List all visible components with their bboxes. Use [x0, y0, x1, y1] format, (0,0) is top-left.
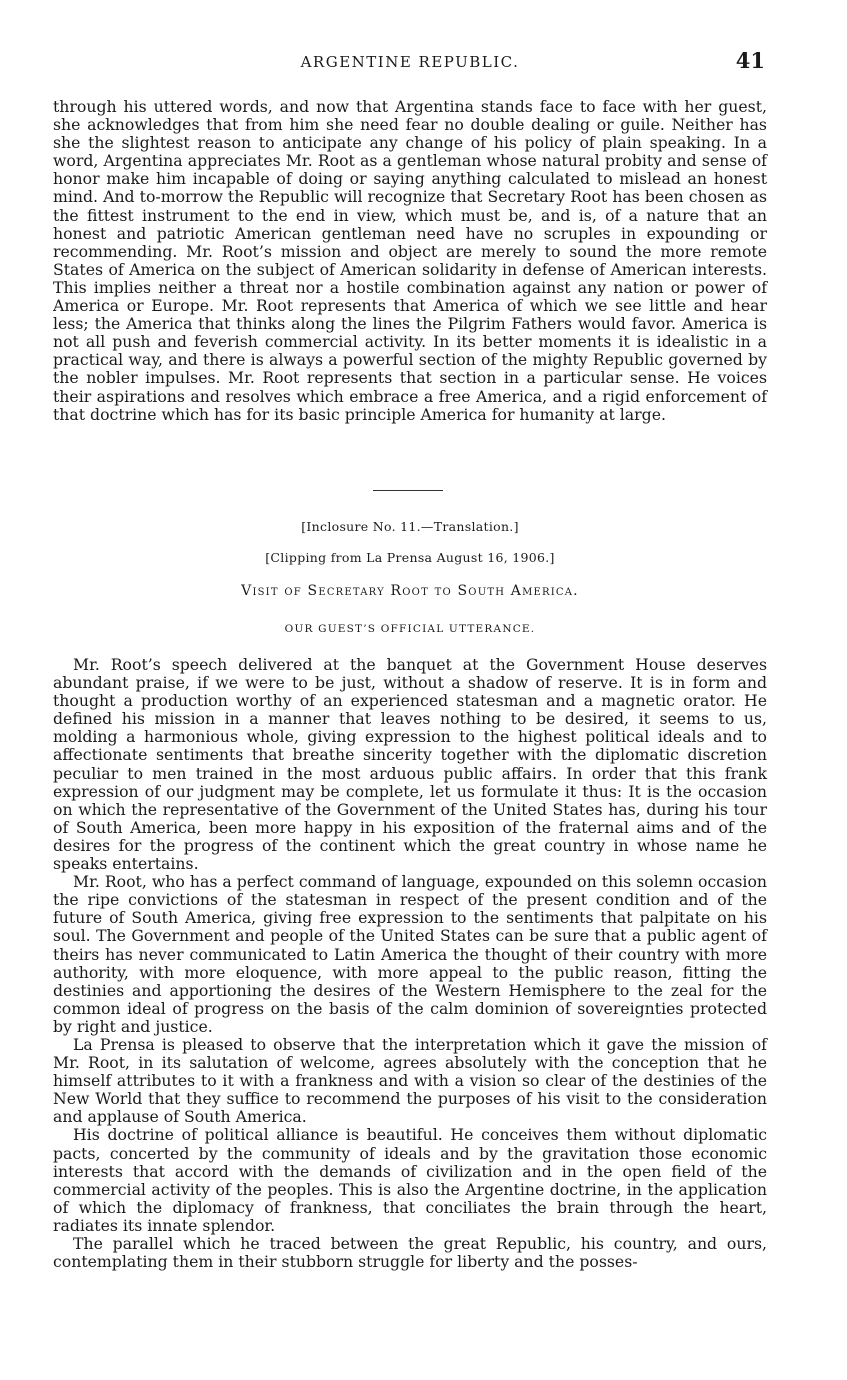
running-title: ARGENTINE REPUBLIC. [300, 53, 520, 71]
page-number: 41 [735, 48, 765, 73]
opening-text-block [53, 98, 767, 424]
clipping-source: [Clipping from La Prensa August 16, 1906.] [265, 550, 555, 565]
paragraph: The parallel which he traced between the great Republic, his country, and ours, contemplating them in their stubborn struggle for liberty and the posses- [53, 1234, 767, 1272]
paragraph: Mr. Root, who has a perfect command of language, expounded on this solemn occasion the ripe convictions of the statesman in respect of the present condition and of the future of South America, giving free expression to the sentiments that palpitate on his soul. The Government and people of the United States can be sure that a public agent of theirs has never communicated to Latin America the thought of their country with more authority, with more eloquence, with more appeal to the public reason, fitting the destinies and apportioning the desires of the Western Hemisphere to the zeal for the common ideal of progress on the basis of the calm dominion of sovereignties protected by right and justice. [53, 872, 767, 1036]
running-header [53, 50, 767, 80]
section-divider [373, 490, 443, 491]
paragraph: His doctrine of political alliance is beautiful. He conceives them without diplomatic pacts, concerted by the community of ideals and by the gravitation those economic interests that accord with the demands of civilization and in the open field of the commercial activity of the peoples. This is also the Argentine doctrine, in the application of which the diplomacy of frankness, that conciliates the brain through the heart, radiates its innate splendor. [53, 1125, 767, 1235]
inclosure-label: [Inclosure No. 11.—Translation.] [301, 519, 519, 534]
article-subtitle: OUR GUEST’S OFFICIAL UTTERANCE. [284, 623, 536, 635]
paragraph: Mr. Root’s speech delivered at the banquet at the Government House deserves abundant praise, if we were to be just, without a shadow of reserve. It is in form and thought a production worthy of an experienced statesman and a magnetic orator. He defined his mission in a manner that leaves nothing to be desired, it seems to us, molding a harmonious whole, giving expression to the highest political ideals and to affectionate sentiments that breathe sincerity together with the diplomatic discretion peculiar to men trained in the most arduous public affairs. In order that this frank expression of our judgment may be complete, let us formulate it thus: It is the occasion on which the representative of the Government of the United States has, during his tour of South America, been more happy in his exposition of the fraternal aims and of the desires for the progress of the continent which the great country in whose name he speaks entertains. [53, 655, 767, 874]
article-text-block [53, 656, 767, 1271]
article-title: Visit of Secretary Root to South America. [241, 583, 579, 599]
paragraph: through his uttered words, and now that Argentina stands face to face with her guest, she acknowledges that from him she need fear no double dealing or guile. Neither has she the slightest reason to anticipate any change of his policy of plain speaking. In a word, Argentina appreciates Mr. Root as a gentleman whose natural probity and sense of honor make him incapable of doing or saying anything calculated to mislead an honest mind. And to-morrow the Republic will recognize that Secretary Root has been chosen as the fittest instrument to the end in view, which must be, and is, of a nature that an honest and patriotic American gentleman need have no scruples in expounding or recommending. Mr. Root’s mission and object are merely to sound the more remote States of America on the subject of American solidarity in defense of American interests. This implies neither a threat nor a hostile combination against any nation or power of America or Europe. Mr. Root represents that America of which we see little and hear less; the America that thinks along the lines the Pilgrim Fathers would favor. America is not all push and feverish commercial activity. In its better moments it is idealistic in a practical way, and there is always a powerful section of the mighty Republic governed by the nobler impulses. Mr. Root represents that section in a particular sense. He voices their aspirations and resolves which embrace a free America, and a rigid enforcement of that doctrine which has for its basic principle America for humanity at large. [53, 97, 767, 424]
paragraph: La Prensa is pleased to observe that the interpretation which it gave the mission of Mr. Root, in its salutation of welcome, agrees absolutely with the conception that he himself attributes to it with a frankness and with a vision so clear of the destinies of the New World that they suffice to recommend the purposes of his visit to the consideration and applause of South America. [53, 1034, 767, 1127]
